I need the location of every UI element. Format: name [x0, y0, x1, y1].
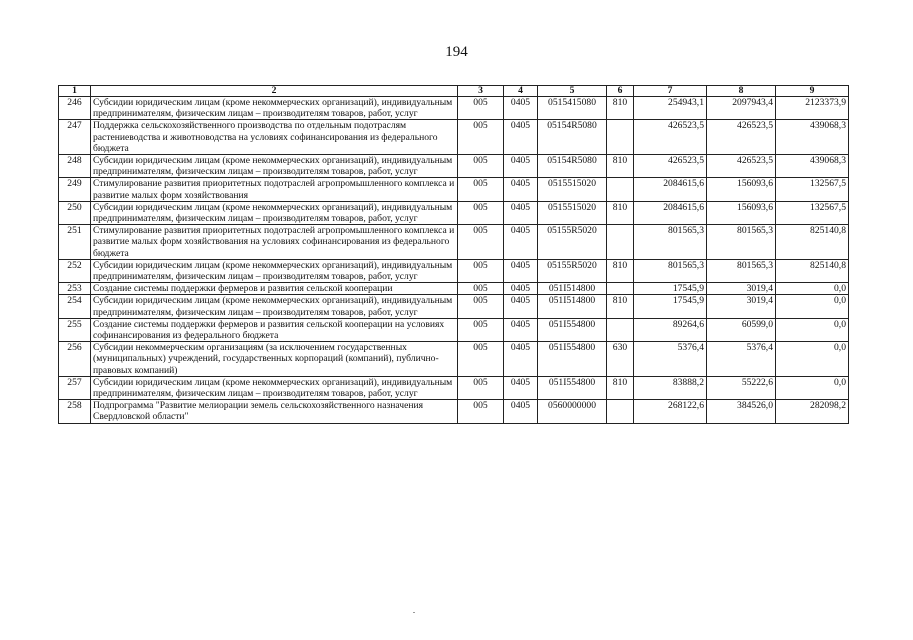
amount-year-3: 439068,3: [776, 120, 849, 155]
item-name: Стимулирование развития приоритетных подотраслей агропромышленного комплекса и развитие малых форм хозяйствования на условиях софинансирования из федерального бюджета: [91, 225, 458, 260]
target-item-code: 0560000000: [538, 400, 607, 423]
amount-year-1: 268122,6: [634, 400, 707, 423]
table-row: [59, 201, 849, 224]
amount-year-2: 2097943,4: [707, 97, 776, 120]
table-row: [59, 342, 849, 377]
ministry-code: 005: [458, 201, 504, 224]
row-number: 258: [59, 400, 91, 423]
column-header: 4: [504, 86, 538, 97]
item-name: Создание системы поддержки фермеров и развития сельской кооперации на условиях софинансирования из федерального бюджета: [91, 318, 458, 341]
table-row: [59, 376, 849, 399]
table-row: [59, 318, 849, 341]
amount-year-1: 426523,5: [634, 120, 707, 155]
row-number: 257: [59, 376, 91, 399]
target-item-code: 051I554800: [538, 318, 607, 341]
amount-year-2: 3019,4: [707, 295, 776, 318]
expense-type-code: 810: [607, 97, 634, 120]
expense-type-code: [607, 178, 634, 201]
column-header: 7: [634, 86, 707, 97]
item-name: Подпрограмма "Развитие мелиорации земель сельскохозяйственного назначения Свердловской области": [91, 400, 458, 423]
target-item-code: 051I514800: [538, 283, 607, 295]
amount-year-1: 17545,9: [634, 283, 707, 295]
expense-type-code: 810: [607, 201, 634, 224]
expense-type-code: [607, 283, 634, 295]
target-item-code: 051I514800: [538, 295, 607, 318]
target-item-code: 05155R5020: [538, 259, 607, 282]
column-header: 1: [59, 86, 91, 97]
table-row: [59, 225, 849, 260]
expense-type-code: [607, 120, 634, 155]
table-row: [59, 283, 849, 295]
table-row: [59, 97, 849, 120]
item-name: Субсидии некоммерческим организациям (за исключением государственных (муниципальных) учреждений, государственных корпораций (компаний), публично-правовых компаний): [91, 342, 458, 377]
row-number: 250: [59, 201, 91, 224]
item-name: Поддержка сельскохозяйственного производства по отдельным подотраслям растениеводства и животноводства на условиях софинансирования из федерального бюджета: [91, 120, 458, 155]
amount-year-1: 83888,2: [634, 376, 707, 399]
amount-year-2: 156093,6: [707, 201, 776, 224]
ministry-code: 005: [458, 97, 504, 120]
amount-year-1: 254943,1: [634, 97, 707, 120]
column-header: 9: [776, 86, 849, 97]
ministry-code: 005: [458, 259, 504, 282]
amount-year-3: 2123373,9: [776, 97, 849, 120]
expense-type-code: [607, 318, 634, 341]
ministry-code: 005: [458, 376, 504, 399]
row-number: 255: [59, 318, 91, 341]
amount-year-2: 384526,0: [707, 400, 776, 423]
amount-year-2: 426523,5: [707, 120, 776, 155]
table-body: [59, 97, 849, 424]
expense-type-code: [607, 400, 634, 423]
amount-year-2: 801565,3: [707, 225, 776, 260]
section-code: 0405: [504, 97, 538, 120]
amount-year-2: 426523,5: [707, 155, 776, 178]
table-row: [59, 120, 849, 155]
row-number: 252: [59, 259, 91, 282]
section-code: 0405: [504, 318, 538, 341]
page-number: 194: [445, 44, 468, 60]
amount-year-2: 60599,0: [707, 318, 776, 341]
row-number: 246: [59, 97, 91, 120]
amount-year-3: 0,0: [776, 283, 849, 295]
amount-year-2: 55222,6: [707, 376, 776, 399]
amount-year-3: 825140,8: [776, 259, 849, 282]
item-name: Субсидии юридическим лицам (кроме некоммерческих организаций), индивидуальным предпринимателям, физическим лицам – производителям товаров, работ, услуг: [91, 259, 458, 282]
amount-year-2: 801565,3: [707, 259, 776, 282]
column-header: 6: [607, 86, 634, 97]
amount-year-2: 5376,4: [707, 342, 776, 377]
ministry-code: 005: [458, 400, 504, 423]
amount-year-3: 132567,5: [776, 178, 849, 201]
target-item-code: 051I554800: [538, 342, 607, 377]
amount-year-3: 0,0: [776, 295, 849, 318]
amount-year-2: 3019,4: [707, 283, 776, 295]
column-header: 8: [707, 86, 776, 97]
section-code: 0405: [504, 376, 538, 399]
table-row: [59, 295, 849, 318]
amount-year-1: 5376,4: [634, 342, 707, 377]
amount-year-3: 132567,5: [776, 201, 849, 224]
section-code: 0405: [504, 283, 538, 295]
table-row: [59, 155, 849, 178]
table-header-row: [59, 86, 849, 97]
row-number: 254: [59, 295, 91, 318]
target-item-code: 05154R5080: [538, 120, 607, 155]
column-header: 5: [538, 86, 607, 97]
ministry-code: 005: [458, 295, 504, 318]
column-header: 2: [91, 86, 458, 97]
row-number: 256: [59, 342, 91, 377]
expense-type-code: 810: [607, 295, 634, 318]
item-name: Создание системы поддержки фермеров и развития сельской кооперации: [91, 283, 458, 295]
scan-speck: [413, 612, 415, 613]
amount-year-3: 282098,2: [776, 400, 849, 423]
item-name: Субсидии юридическим лицам (кроме некоммерческих организаций), индивидуальным предпринимателям, физическим лицам – производителям товаров, работ, услуг: [91, 201, 458, 224]
amount-year-3: 0,0: [776, 376, 849, 399]
ministry-code: 005: [458, 318, 504, 341]
amount-year-1: 2084615,6: [634, 178, 707, 201]
ministry-code: 005: [458, 120, 504, 155]
section-code: 0405: [504, 295, 538, 318]
row-number: 247: [59, 120, 91, 155]
row-number: 249: [59, 178, 91, 201]
amount-year-1: 801565,3: [634, 259, 707, 282]
ministry-code: 005: [458, 342, 504, 377]
amount-year-3: 439068,3: [776, 155, 849, 178]
amount-year-1: 426523,5: [634, 155, 707, 178]
target-item-code: 0515415080: [538, 97, 607, 120]
section-code: 0405: [504, 155, 538, 178]
row-number: 251: [59, 225, 91, 260]
item-name: Субсидии юридическим лицам (кроме некоммерческих организаций), индивидуальным предпринимателям, физическим лицам – производителям товаров, работ, услуг: [91, 376, 458, 399]
section-code: 0405: [504, 342, 538, 377]
column-header: 3: [458, 86, 504, 97]
item-name: Субсидии юридическим лицам (кроме некоммерческих организаций), индивидуальным предпринимателям, физическим лицам – производителям товаров, работ, услуг: [91, 155, 458, 178]
target-item-code: 0515515020: [538, 201, 607, 224]
ministry-code: 005: [458, 155, 504, 178]
expense-type-code: 810: [607, 155, 634, 178]
amount-year-3: 0,0: [776, 342, 849, 377]
target-item-code: 05155R5020: [538, 225, 607, 260]
section-code: 0405: [504, 259, 538, 282]
item-name: Стимулирование развития приоритетных подотраслей агропромышленного комплекса и развитие малых форм хозяйствования: [91, 178, 458, 201]
ministry-code: 005: [458, 283, 504, 295]
amount-year-2: 156093,6: [707, 178, 776, 201]
section-code: 0405: [504, 178, 538, 201]
target-item-code: 0515515020: [538, 178, 607, 201]
amount-year-1: 801565,3: [634, 225, 707, 260]
ministry-code: 005: [458, 178, 504, 201]
amount-year-3: 825140,8: [776, 225, 849, 260]
section-code: 0405: [504, 400, 538, 423]
target-item-code: 051I554800: [538, 376, 607, 399]
expense-type-code: 810: [607, 376, 634, 399]
section-code: 0405: [504, 120, 538, 155]
row-number: 248: [59, 155, 91, 178]
budget-table: [58, 85, 849, 424]
amount-year-1: 2084615,6: [634, 201, 707, 224]
item-name: Субсидии юридическим лицам (кроме некоммерческих организаций), индивидуальным предпринимателям, физическим лицам – производителям товаров, работ, услуг: [91, 97, 458, 120]
row-number: 253: [59, 283, 91, 295]
amount-year-1: 89264,6: [634, 318, 707, 341]
target-item-code: 05154R5080: [538, 155, 607, 178]
expense-type-code: 810: [607, 259, 634, 282]
table-row: [59, 178, 849, 201]
section-code: 0405: [504, 201, 538, 224]
section-code: 0405: [504, 225, 538, 260]
expense-type-code: 630: [607, 342, 634, 377]
table-row: [59, 400, 849, 423]
table-row: [59, 259, 849, 282]
amount-year-1: 17545,9: [634, 295, 707, 318]
ministry-code: 005: [458, 225, 504, 260]
item-name: Субсидии юридическим лицам (кроме некоммерческих организаций), индивидуальным предпринимателям, физическим лицам – производителям товаров, работ, услуг: [91, 295, 458, 318]
expense-type-code: [607, 225, 634, 260]
amount-year-3: 0,0: [776, 318, 849, 341]
